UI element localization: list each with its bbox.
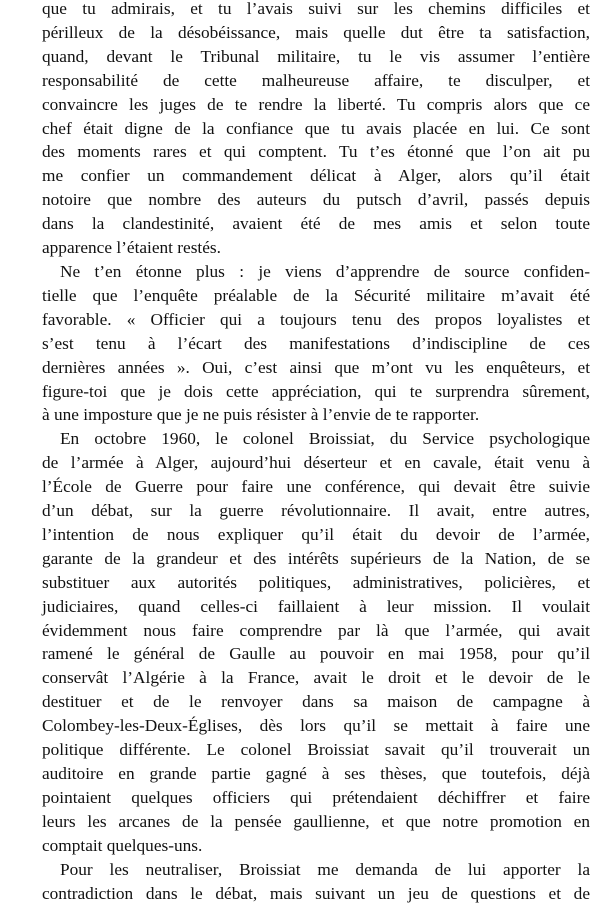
text-line: judiciaires, quand celles-ci faillaient à leur mission. Il voulait bbox=[42, 596, 590, 616]
text-line: convaincre les juges de te rendre la liberté. Tu compris alors que ce bbox=[42, 94, 590, 114]
text-line: chef était digne de la confiance que tu avais placée en lui. Ce sont bbox=[42, 118, 590, 138]
text-line: notoire que nombre des auteurs du putsch d’avril, passés depuis bbox=[42, 190, 590, 210]
text-line: destituer et de le renvoyer dans sa maison de campagne à bbox=[42, 692, 590, 712]
text-line: responsabilité de cette malheureuse affaire, te disculper, et bbox=[42, 70, 590, 90]
text-line: tielle que l’enquête préalable de la Sécurité militaire m’avait été bbox=[42, 285, 590, 305]
text-line: conservât l’Algérie à la France, avait le droit et le devoir de le bbox=[42, 668, 590, 688]
text-line: favorable. « Officier qui a toujours tenu des propos loyalistes et bbox=[42, 309, 590, 329]
text-line: dernières années ». Oui, c’est ainsi que m’ont vu les enquêteurs, et bbox=[42, 357, 590, 377]
text-line: Pour les neutraliser, Broissiat me demanda de lui apporter la bbox=[60, 859, 590, 879]
text-line: leurs les arcanes de la pensée gaullienne, et que notre promotion en bbox=[42, 811, 590, 831]
body-text bbox=[42, 0, 590, 905]
text-line: auditoire en grande partie gagné à ses thèses, que toutefois, déjà bbox=[42, 764, 590, 783]
paragraph-4 bbox=[42, 858, 590, 905]
paragraph-1 bbox=[42, 0, 590, 260]
text-line: comptait quelques-uns. bbox=[42, 835, 203, 855]
text-line: garante de la grandeur et des intérêts supérieurs de la Nation, de se bbox=[42, 548, 590, 568]
text-line: que tu admirais, et tu l’avais suivi sur les chemins difficiles et bbox=[42, 0, 590, 18]
text-line: substituer aux autorités politiques, administratives, policières, et bbox=[42, 572, 590, 592]
text-line: ramené le général de Gaulle au pouvoir en mai 1958, pour qu’il bbox=[42, 644, 590, 664]
text-line: à une imposture que je ne puis résister à l’envie de te rapporter. bbox=[42, 405, 480, 425]
text-line: périlleux de la désobéissance, mais quelle dut être ta satisfaction, bbox=[42, 22, 590, 42]
text-line: figure-toi que je dois cette appréciation, qui te surprendra sûrement, bbox=[42, 381, 590, 401]
text-line: Colombey-les-Deux-Églises, dès lors qu’il se mettait à faire une bbox=[42, 716, 590, 736]
text-line: d’un débat, sur la guerre révolutionnaire. Il avait, entre autres, bbox=[42, 501, 590, 521]
text-line: En octobre 1960, le colonel Broissiat, du Service psychologique bbox=[60, 429, 590, 449]
text-line: politique différente. Le colonel Broissiat savait qu’il trouverait un bbox=[42, 740, 590, 760]
text-line: apparence l’étaient restés. bbox=[42, 238, 221, 258]
paragraph-3 bbox=[42, 427, 590, 857]
text-line: l’intention de nous expliquer qu’il était du devoir de l’armée, bbox=[42, 524, 590, 544]
text-line: évidemment nous faire comprendre par là que l’armée, qui avait bbox=[42, 620, 590, 640]
text-line: quand, devant le Tribunal militaire, tu le vis assumer l’entière bbox=[42, 46, 590, 66]
text-line: me confier un commandement délicat à Alger, alors qu’il était bbox=[42, 166, 590, 186]
text-line: Ne t’en étonne plus : je viens d’apprendre de source confiden- bbox=[60, 261, 590, 281]
text-line: des moments rares et qui comptent. Tu t’es étonné que l’on ait pu bbox=[42, 142, 590, 162]
text-line: l’École de Guerre pour faire une conférence, qui devait être suivie bbox=[42, 477, 590, 497]
text-line: contradiction dans le débat, mais suivant un jeu de questions et de bbox=[42, 883, 590, 903]
text-line: pointaient quelques officiers qui prétendaient déchiffrer et faire bbox=[42, 787, 590, 807]
paragraph-2 bbox=[42, 260, 590, 427]
text-line: dans la clandestinité, avaient été de mes amis et selon toute bbox=[42, 214, 590, 234]
text-line: de l’armée à Alger, aujourd’hui déserteur et en cavale, était venu à bbox=[42, 453, 590, 473]
text-line: s’est tenu à l’écart des manifestations d’indiscipline de ces bbox=[42, 333, 590, 353]
